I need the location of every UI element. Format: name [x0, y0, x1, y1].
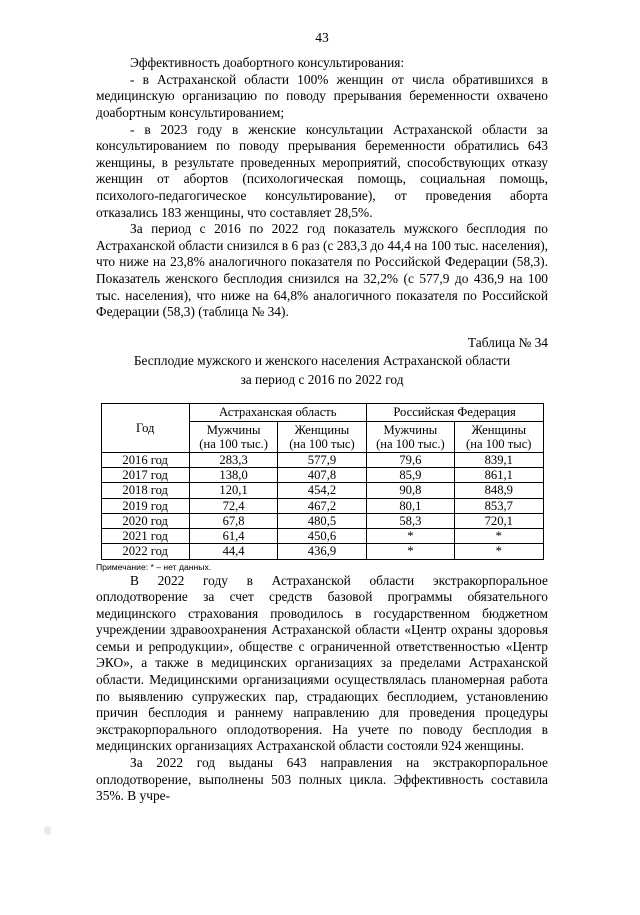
table-note: Примечание: * – нет данных.	[96, 561, 212, 572]
cell-women-federation: *	[455, 544, 543, 559]
column-header-men-region-label: Мужчины	[206, 422, 261, 437]
cell-men-region: 283,3	[189, 453, 277, 468]
cell-women-region: 407,8	[278, 468, 366, 483]
table-row	[101, 544, 543, 559]
cell-men-federation: 79,6	[366, 453, 454, 468]
column-header-women-region-label: Женщины	[294, 422, 350, 437]
column-header-women-federation-label: Женщины	[471, 422, 527, 437]
cell-year: 2021 год	[101, 529, 189, 544]
cell-year: 2018 год	[101, 483, 189, 498]
column-header-women-federation	[455, 421, 543, 452]
cell-women-federation: 720,1	[455, 513, 543, 528]
column-header-men-region	[189, 421, 277, 452]
column-header-men-federation-label: Мужчины	[383, 422, 438, 437]
table-header-row-groups	[101, 404, 543, 421]
column-header-men-federation-unit: (на 100 тыс.)	[376, 436, 445, 451]
paragraph-intro: Эффективность доабортного консультирования:	[130, 55, 405, 71]
table-caption-number: Таблица № 34	[467, 334, 548, 350]
table-title-line-1: Бесплодие мужского и женского населения Астраханской области	[133, 353, 511, 369]
paragraph-bullet-2: - в 2023 году в женские консультации Астраханской области за консультированием по поводу прерывания беременности обратились 643 женщины, в результате проведенных мероприятий, способствующих отказу женщин от абортов (психологическая помощь, социальная помощь, психолого-педагогическое консультирование), от проведения аборта отказались 183 женщины, что составляет 28,5%.	[96, 121, 548, 220]
scan-artifact	[44, 826, 51, 835]
cell-women-federation: *	[455, 529, 543, 544]
page-content	[96, 30, 548, 805]
cell-men-region: 44,4	[189, 544, 277, 559]
cell-women-region: 450,6	[278, 529, 366, 544]
cell-men-federation: 85,9	[366, 468, 454, 483]
column-header-men-federation	[366, 421, 454, 452]
cell-men-region: 61,4	[189, 529, 277, 544]
cell-men-region: 138,0	[189, 468, 277, 483]
column-header-group-federation: Российская Федерация	[366, 404, 543, 421]
paragraph-infertility-stats: За период с 2016 по 2022 год показатель мужского бесплодия по Астраханской области снизился в 6 раз (с 283,3 до 44,4 на 100 тыс. населения), что ниже на 23,8% аналогичного показателя по Российской Федерации (58,3). Показатель женского бесплодия снизился на 32,2% (с 577,9 до 436,9 на 100 тыс. населения), что ниже на 64,8% аналогичного показателя по Российской Федерации (58,3) (таблица № 34).	[96, 221, 548, 320]
cell-women-region: 480,5	[278, 513, 366, 528]
paragraph-bullet-1: - в Астраханской области 100% женщин от числа обратившихся в медицинскую организацию по поводу прерывания беременности охвачено доабортным консультированием;	[96, 71, 548, 120]
column-header-women-region	[278, 421, 366, 452]
table-row	[101, 453, 543, 468]
table-body	[101, 453, 543, 559]
column-header-women-federation-unit: (на 100 тыс)	[466, 436, 532, 451]
cell-women-federation: 848,9	[455, 483, 543, 498]
cell-men-federation: 90,8	[366, 483, 454, 498]
cell-men-region: 120,1	[189, 483, 277, 498]
column-header-year: Год	[101, 404, 189, 453]
table-title-line-2: за период с 2016 по 2022 год	[240, 371, 404, 387]
cell-women-federation: 839,1	[455, 453, 543, 468]
paragraph-ivf-programs: В 2022 году в Астраханской области экстракорпоральное оплодотворение за счет средств базовой программы обязательного медицинского страхования проводилось в государственном бюджетном учреждении здравоохранения Астраханской области «Центр охраны здоровья семьи и репродукции», обществе с ограниченной ответственностью «Центр ЭКО», а также в медицинских организациях за пределами Астраханской области. Медицинскими организациями осуществлялась планомерная работа по выявлению супружеских пар, страдающих бесплодием, установлению причин бесплодия и раннему направлению для проведения процедуры экстракорпорального оплодотворения. На учете по поводу бесплодия в медицинских организациях Астраханской области состояли 924 женщины.	[96, 572, 548, 754]
cell-women-region: 577,9	[278, 453, 366, 468]
cell-year: 2020 год	[101, 513, 189, 528]
cell-women-federation: 861,1	[455, 468, 543, 483]
column-header-men-region-unit: (на 100 тыс.)	[199, 436, 268, 451]
cell-women-federation: 853,7	[455, 498, 543, 513]
table-row	[101, 483, 543, 498]
cell-women-region: 436,9	[278, 544, 366, 559]
page-number: 43	[315, 30, 329, 45]
cell-year: 2016 год	[101, 453, 189, 468]
table-row	[101, 529, 543, 544]
cell-women-region: 454,2	[278, 483, 366, 498]
cell-year: 2019 год	[101, 498, 189, 513]
table-row	[101, 498, 543, 513]
paragraph-ivf-results: За 2022 год выданы 643 направления на экстракорпоральное оплодотворение, выполнены 503 полных цикла. Эффективность составила 35%. В учре-	[96, 755, 548, 804]
cell-men-region: 67,8	[189, 513, 277, 528]
cell-men-federation: 80,1	[366, 498, 454, 513]
cell-men-federation: 58,3	[366, 513, 454, 528]
column-header-women-region-unit: (на 100 тыс)	[289, 436, 355, 451]
table-row	[101, 468, 543, 483]
column-header-group-region: Астраханская область	[189, 404, 366, 421]
cell-men-region: 72,4	[189, 498, 277, 513]
cell-year: 2022 год	[101, 544, 189, 559]
infertility-table	[101, 403, 544, 559]
cell-year: 2017 год	[101, 468, 189, 483]
cell-men-federation: *	[366, 529, 454, 544]
table-row	[101, 513, 543, 528]
cell-men-federation: *	[366, 544, 454, 559]
cell-women-region: 467,2	[278, 498, 366, 513]
table-head	[101, 404, 543, 453]
